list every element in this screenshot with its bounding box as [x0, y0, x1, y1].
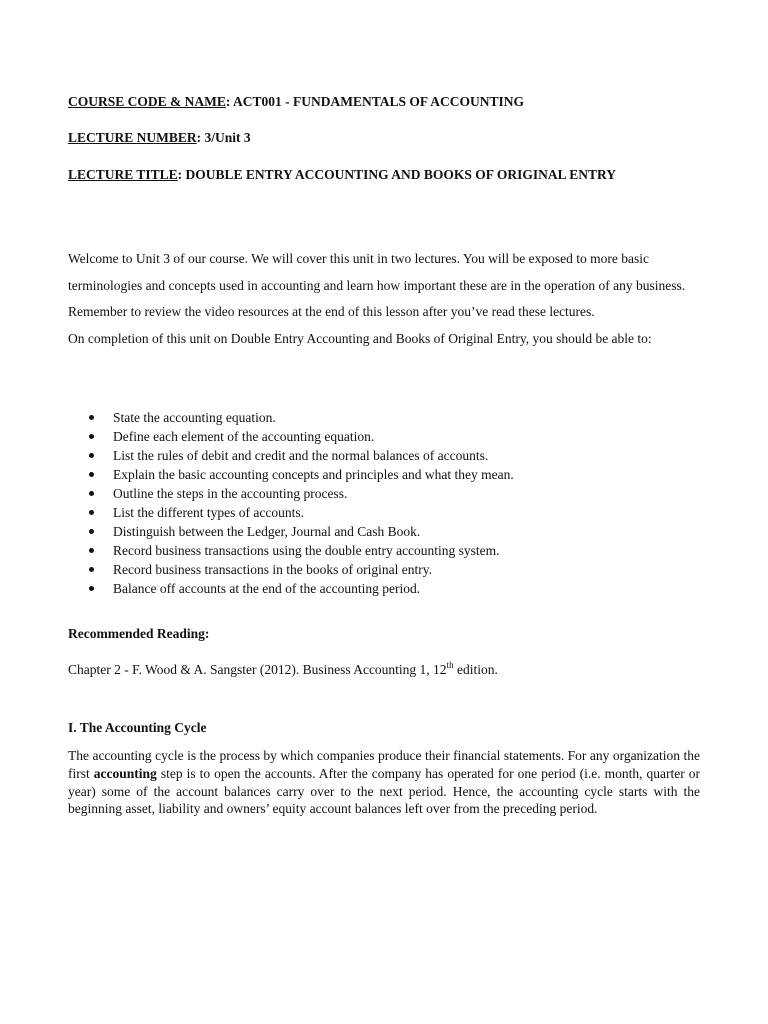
- list-item: [87, 503, 514, 522]
- lecture-number-label: LECTURE NUMBER: [68, 130, 197, 145]
- objective-text: Record business transactions using the double entry accounting system.: [113, 543, 500, 558]
- bullet-icon: [89, 472, 94, 477]
- intro-section: [68, 246, 708, 352]
- bullet-icon: [89, 548, 94, 553]
- lecture-number-line: [68, 130, 251, 146]
- bullet-icon: [89, 529, 94, 534]
- intro-paragraph: Welcome to Unit 3 of our course. We will cover this unit in two lectures. You will be exposed to more basic terminologies and concepts used in accounting and learn how important these are in the operation of any business. Remember to review the video resources at the end of this lesson after you’ve read these lectures.: [68, 251, 686, 319]
- bullet-icon: [89, 415, 94, 420]
- lecture-title-label: LECTURE TITLE: [68, 167, 178, 182]
- list-item: [87, 560, 514, 579]
- lecture-title-line: [68, 167, 616, 183]
- citation-text: Chapter 2 - F. Wood & A. Sangster (2012). Business Accounting 1, 12: [68, 662, 447, 677]
- learning-objectives-list: [87, 408, 514, 598]
- objective-text: List the different types of accounts.: [113, 505, 304, 520]
- paragraph-bold-term: accounting: [93, 765, 157, 781]
- edition-superscript: th: [446, 660, 454, 670]
- lecture-title-value: : DOUBLE ENTRY ACCOUNTING AND BOOKS OF ORIGINAL ENTRY: [177, 167, 617, 182]
- objective-text: Explain the basic accounting concepts and principles and what they mean.: [113, 467, 514, 482]
- objective-text: Distinguish between the Ledger, Journal and Cash Book.: [113, 524, 421, 539]
- objectives-lead-paragraph: On completion of this unit on Double Entry Accounting and Books of Original Entry, you should be able to:: [68, 330, 652, 346]
- paragraph-text-start: The accounting cycle is the process by which companies produce their financial statements. For any organization the first: [68, 748, 700, 781]
- list-item: [87, 465, 514, 484]
- list-item: [87, 446, 514, 465]
- section-heading-accounting-cycle: I. The Accounting Cycle: [68, 720, 207, 735]
- recommended-reading-citation: [68, 662, 498, 678]
- objective-text: Define each element of the accounting equation.: [113, 429, 375, 444]
- list-item: [87, 427, 514, 446]
- course-code-label: COURSE CODE & NAME: [68, 94, 226, 109]
- bullet-icon: [89, 567, 94, 572]
- list-item: [87, 541, 514, 560]
- course-code-value: : ACT001 - FUNDAMENTALS OF ACCOUNTING: [225, 94, 525, 109]
- bullet-icon: [89, 491, 94, 496]
- lecture-number-value: : 3/Unit 3: [196, 130, 251, 145]
- paragraph-text-end: step is to open the accounts. After the company has operated for one period (i.e. month, quarter or year) some of the account balances carry over to the next period. Hence, the accounting cycle starts with the beginning asset, liability and owners’ equity account balances left over from the preceding period.: [68, 765, 700, 817]
- list-item: [87, 408, 514, 427]
- bullet-icon: [89, 510, 94, 515]
- objective-text: Balance off accounts at the end of the accounting period.: [113, 581, 421, 596]
- objective-text: Outline the steps in the accounting process.: [113, 486, 348, 501]
- objective-text: List the rules of debit and credit and the normal balances of accounts.: [113, 448, 489, 463]
- objective-text: State the accounting equation.: [113, 410, 276, 425]
- citation-suffix: edition.: [453, 662, 498, 677]
- bullet-icon: [89, 434, 94, 439]
- objective-text: Record business transactions in the books of original entry.: [113, 562, 432, 577]
- list-item: [87, 579, 514, 598]
- bullet-icon: [89, 586, 94, 591]
- course-code-line: [68, 94, 524, 110]
- recommended-reading-heading: Recommended Reading:: [68, 626, 210, 641]
- list-item: [87, 522, 514, 541]
- list-item: [87, 484, 514, 503]
- bullet-icon: [89, 453, 94, 458]
- section-paragraph-accounting-cycle: [68, 747, 700, 818]
